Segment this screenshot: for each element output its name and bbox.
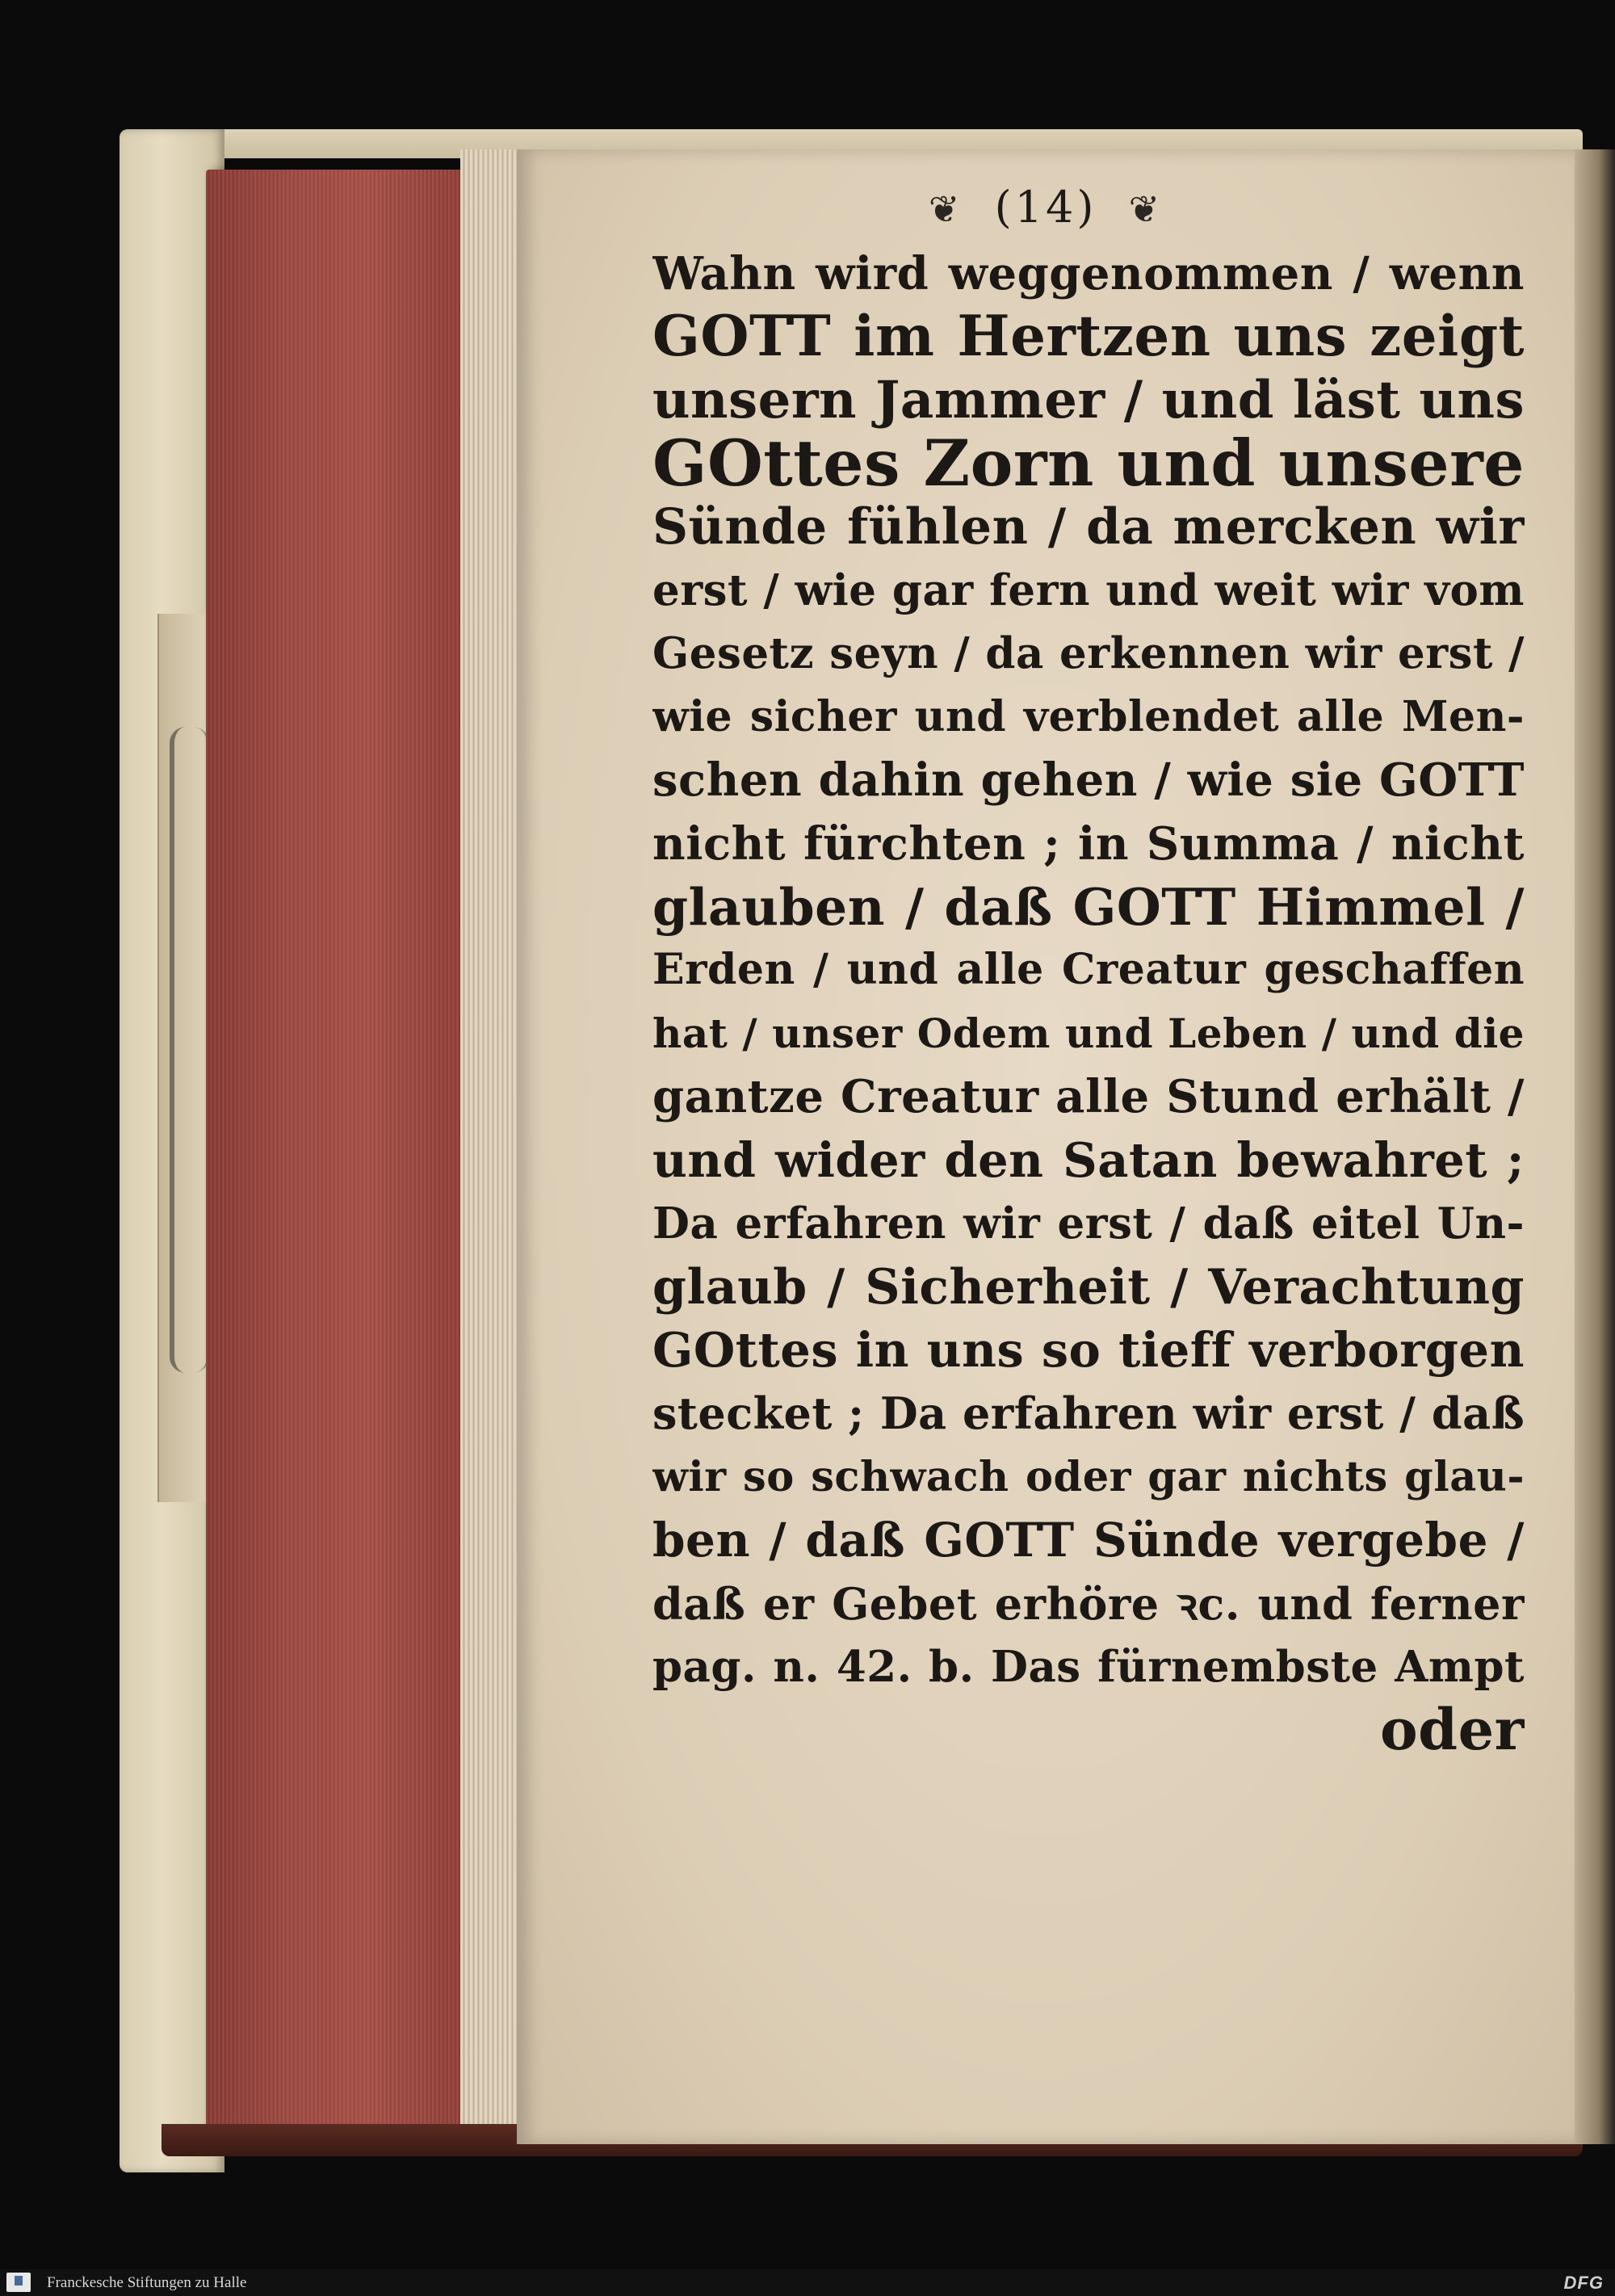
text-line: unsern Jammer / und läst uns — [652, 369, 1525, 430]
text-line: Erden / und alle Creatur geschaffen — [652, 945, 1525, 995]
text-line: GOTT im Hertzen uns zeigt — [652, 305, 1525, 369]
body-text — [652, 242, 1525, 1762]
ornament-right-icon: ❦ — [1128, 187, 1164, 231]
text-line: wir so schwach oder gar nichts glau- — [652, 1452, 1525, 1501]
text-line: GOttes in uns so tieff verborgen — [652, 1321, 1525, 1378]
text-line: schen dahin gehen / wie sie GOTT — [652, 753, 1525, 808]
text-line: Wahn wird weggenommen / wenn — [652, 247, 1525, 300]
text-line: wie sicher und verblendet alle Men- — [652, 691, 1525, 741]
text-line: ben / daß GOTT Sünde vergebe / — [652, 1513, 1525, 1568]
dfg-logo: DFG — [1563, 2273, 1604, 2293]
text-line: nicht fürchten ; in Summa / nicht — [652, 816, 1525, 871]
text-line: hat / unser Odem und Leben / und die — [652, 1009, 1525, 1057]
page-stack — [460, 149, 525, 2144]
text-line: stecket ; Da erfahren wir erst / daß — [652, 1387, 1525, 1440]
text-line: Da erfahren wir erst / daß eitel Un- — [652, 1198, 1525, 1249]
text-line: glaub / Sicherheit / Verachtung — [652, 1258, 1525, 1316]
page-header — [517, 182, 1575, 233]
spine-ornament — [170, 727, 209, 1373]
text-line: Gesetz seyn / da erkennen wir erst / — [652, 628, 1525, 679]
text-line: daß er Gebet erhöre ꝛc. und ferner — [652, 1577, 1525, 1630]
institution-logo-icon — [6, 2273, 31, 2292]
text-line: und wider den Satan bewahret ; — [652, 1131, 1525, 1188]
text-line: glauben / daß GOTT Himmel / — [652, 877, 1525, 938]
text-line: gantze Creatur alle Stund erhält / — [652, 1070, 1525, 1124]
institution-name: Franckesche Stiftungen zu Halle — [47, 2274, 247, 2291]
page-gutter — [1575, 149, 1615, 2144]
red-page-edges — [206, 170, 472, 2140]
page-number: (14) — [994, 182, 1097, 233]
text-line: GOttes Zorn und unsere — [652, 432, 1525, 496]
text-line: pag. n. 42. b. Das fürnembste Ampt — [652, 1641, 1525, 1692]
text-line: Sünde fühlen / da mercken wir — [652, 497, 1525, 556]
catchword: oder — [1379, 1698, 1525, 1762]
ornament-left-icon: ❦ — [928, 187, 963, 231]
viewer-footer — [0, 2269, 1615, 2296]
text-line: erst / wie gar fern und weit wir vom — [652, 565, 1525, 616]
